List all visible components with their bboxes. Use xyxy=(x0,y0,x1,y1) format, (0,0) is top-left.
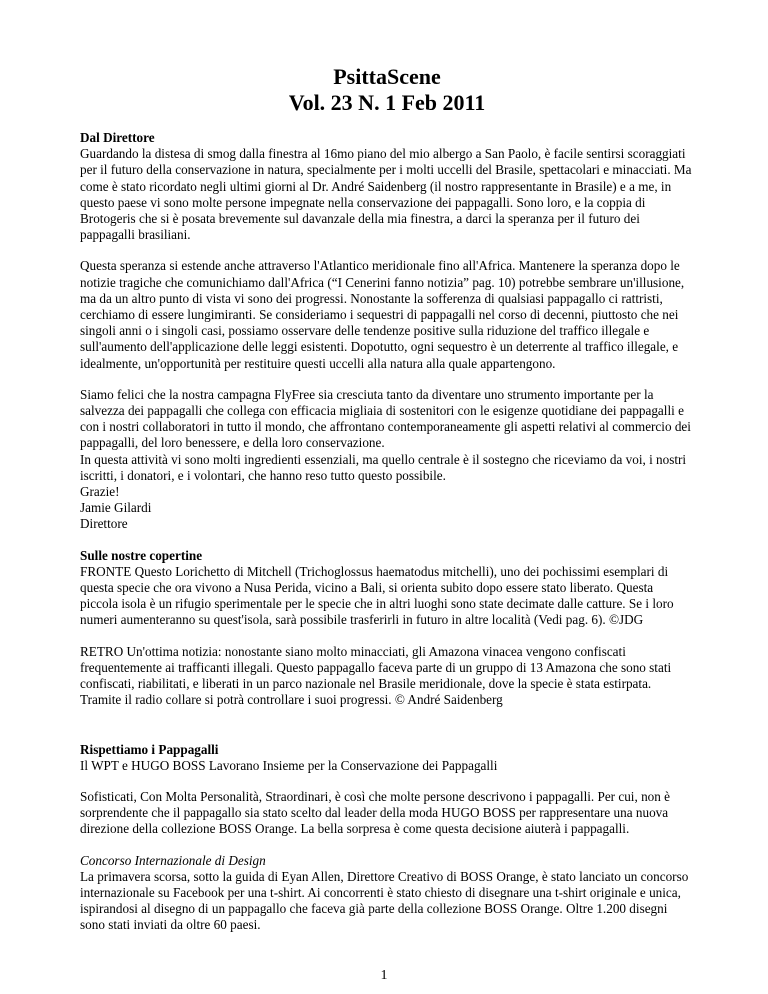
contest-section xyxy=(80,853,694,934)
title-block xyxy=(80,64,694,116)
covers-section xyxy=(80,548,694,629)
director-paragraph-2: Questa speranza si estende anche attraverso l'Atlantico meridionale fino all'Africa. Mantenere la speranza dopo le notizie tragiche che comunichiamo dall'Africa (“I Cenerini fanno notizia” pag. 10) potrebbe sembrare un'illusione, ma da un altro punto di vista vi sono dei progressi. Nonostante la sofferenza di qualsiasi pappagallo ci rattristi, cerchiamo di essere lungimiranti. Se consideriamo i sequestri di pappagalli nel corso di decenni, piuttosto che nei singoli anni o i singoli casi, possiamo osservare delle tendenze positive sulla riduzione del traffico illegale e sull'aumento dell'applicazione delle leggi esistenti. Dopotutto, ogni sequestro è un deterrente al traffico illegale, e idealmente, un'opportunità per restituire questi uccelli alla natura alla quale appartengono. xyxy=(80,258,685,371)
director-closing xyxy=(80,387,694,533)
respect-heading: Rispettiamo i Pappagalli xyxy=(80,741,219,757)
covers-front-text: FRONTE Questo Lorichetto di Mitchell (Trichoglossus haematodus mitchelli), uno dei pochissimi esemplari di questa specie che ora vivono a Nusa Perida, vicino a Bali, si orienta subito dopo essere stato liberato. Questa piccola isola è un rifugio sperimentale per le specie che in altri luoghi sono state decimate dalle catture. Se i loro numeri aumenteranno su quest'isola, sarà possibile trasferirli in futuro in altre località (Vedi pag. 6). ©JDG xyxy=(80,563,674,628)
respect-paragraph-1: Sofisticati, Con Molta Personalità, Straordinari, è così che molte persone descrivono i pappagalli. Per cui, non è sorprendente che il pappagallo sia stato scelto dal leader della moda HUGO BOSS per rappresentare una nuova direzione della collezione BOSS Orange. La bella sorpresa è come questa decisione aiuterà i pappagalli. xyxy=(80,788,670,837)
magazine-title: PsittaScene xyxy=(333,64,441,89)
covers-back-text: RETRO Un'ottima notizia: nonostante siano molto minacciati, gli Amazona vinacea vengono confiscati frequentemente ai trafficanti illegali. Questo pappagallo faceva parte di un gruppo di 13 Amazona che sono stati confiscati, riabilitati, e liberati in un parco nazionale nel Brasile meridionale, dove la specie è stata estirpata. Tramite il radio collare si potrà controllare i suoi progressi. © André Saidenberg xyxy=(80,643,672,708)
page-number: 1 xyxy=(380,968,388,983)
director-paragraph-1: Guardando la distesa di smog dalla finestra al 16mo piano del mio albergo a San Paolo, è facile sentirsi scoraggiati per il futuro della conservazione in natura, specialmente per i molti uccelli del Brasile, spettacolari e minacciati. Ma come è stato ricordato negli ultimi giorni al Dr. André Saidenberg (il nostro rappresentante in Brasile) e a me, in questo paese vi sono molte persone impegnate nella conservazione dei pappagalli. Sono loro, e la coppia di Brotogeris che si è posata brevemente sul davanzale della mia finestra, a darci la speranza per il futuro dei pappagalli brasiliani. xyxy=(80,146,692,243)
thanks-line: Grazie! xyxy=(80,484,120,500)
section-spacer xyxy=(80,724,694,742)
director-section xyxy=(80,130,694,243)
director-paragraph-3: Siamo felici che la nostra campagna FlyFree sia cresciuta tanto da diventare uno strumento importante per la salvezza dei pappagalli che collega con efficacia migliaia di sostenitori con le esigenze quotidiane dei pappagalli e con i nostri collaboratori in tutto il mondo, che affrontano contemporaneamente gli aspetti relativi al commercio dei pappagalli, del loro benessere, e della loro conservazione. xyxy=(80,386,691,451)
article-content xyxy=(80,130,694,934)
document-page xyxy=(80,0,694,949)
signature-name: Jamie Gilardi xyxy=(80,500,152,516)
respect-subtitle: Il WPT e HUGO BOSS Lavorano Insieme per la Conservazione dei Pappagalli xyxy=(80,757,498,773)
respect-section xyxy=(80,742,694,774)
director-heading: Dal Direttore xyxy=(80,130,155,145)
contest-paragraph: La primavera scorsa, sotto la guida di Eyan Allen, Direttore Creativo di BOSS Orange, è stato lanciato un concorso internazionale su Facebook per una t-shirt. Ai concorrenti è stato chiesto di disegnare una t-shirt originale e unica, ispirandosi al disegno di un pappagallo che faceva già parte della collezione BOSS Orange. Oltre 1.200 disegni sono stati inviati da oltre 60 paesi. xyxy=(80,868,689,933)
signature-role: Direttore xyxy=(80,516,128,532)
covers-heading: Sulle nostre copertine xyxy=(80,547,203,563)
director-paragraph-4: In questa attività vi sono molti ingredienti essenziali, ma quello centrale è il sostegno che riceviamo da voi, i nostri iscritti, i donatori, e i volontari, che hanno reso tutto questo possibile. xyxy=(80,451,687,483)
issue-line: Vol. 23 N. 1 Feb 2011 xyxy=(288,90,486,115)
contest-heading: Concorso Internazionale di Design xyxy=(80,852,266,868)
